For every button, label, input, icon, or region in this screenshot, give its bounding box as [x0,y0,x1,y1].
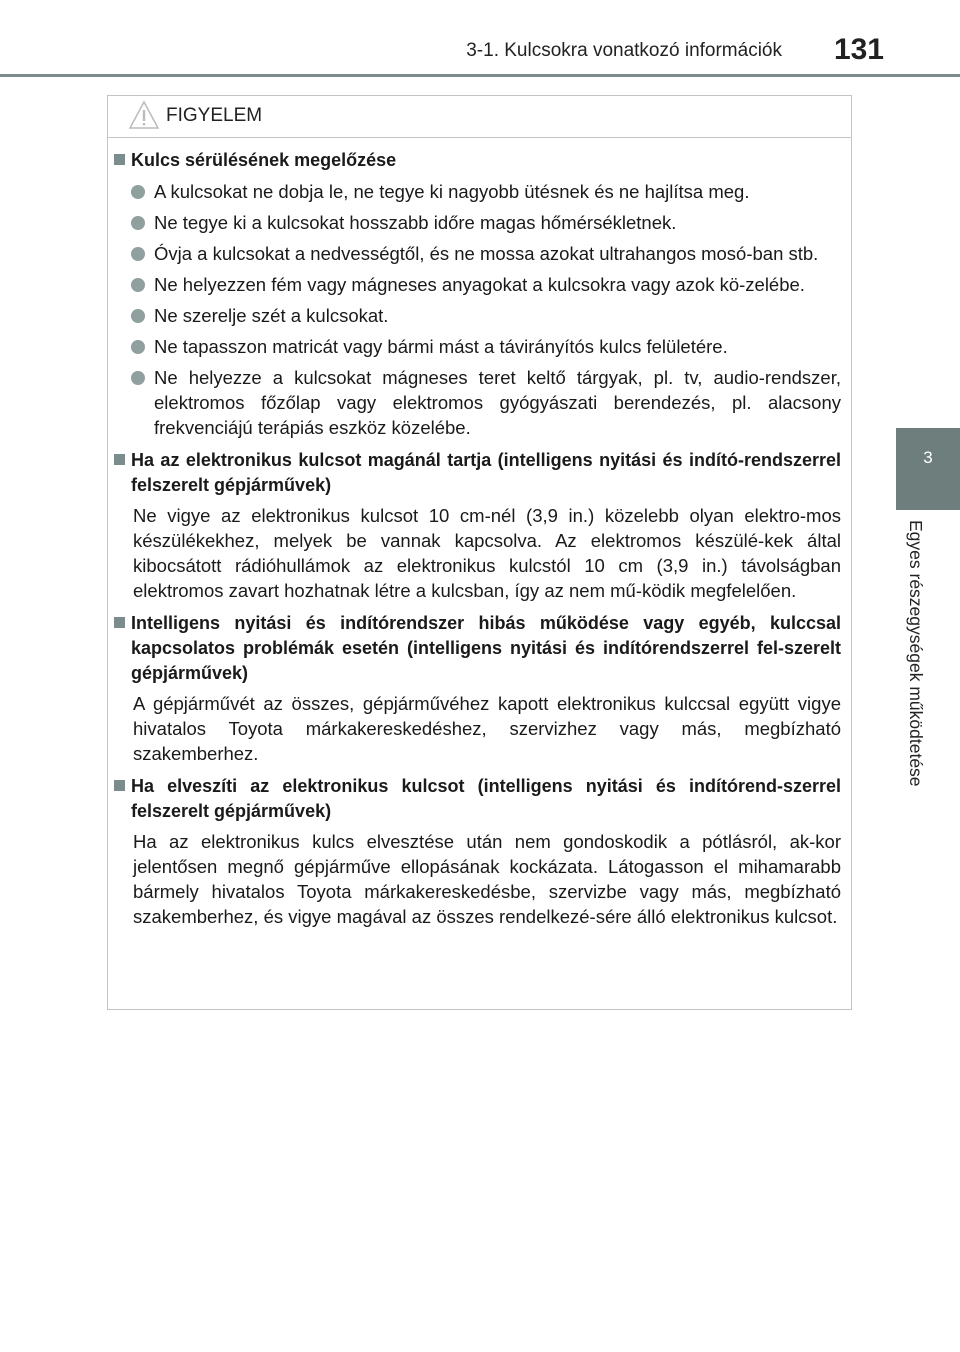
running-header-title: 3-1. Kulcsokra vonatkozó információk [466,40,782,61]
square-bullet-icon [114,454,125,465]
section-paragraph: Ne vigye az elektronikus kulcsot 10 cm-nél (3,9 in.) közelebb olyan elektro-mos készülékekhez, melyek be vannak kapcsolva. Az elektromos készülé-kek által kibocsátott rádióhullámok az elektronikus kulcstól 10 cm (3,9 in.) távolságban elektromos zavart hozhatnak létre a kulcsban, így az nem mű-ködik megfelelően. [133,505,841,601]
list-item: Ne szerelje szét a kulcsokat. [108,303,841,328]
list-item: Ne tapasszon matricát vagy bármi mást a távirányítós kulcs felületére. [108,334,841,359]
round-bullet-icon [131,247,145,261]
page-number: 131 [833,33,884,66]
round-bullet-icon [131,371,145,385]
warning-box [107,95,852,1010]
section-paragraph: Ha az elektronikus kulcs elvesztése után nem gondoskodik a pótlásról, ak-kor jelentősen megnő gépjárműve ellopásának kockázata. Látogasson el mihamarabb bármely hivatalos Toyota márkakereskedésbe, szervizbe vagy más, megbízható szakemberhez, és vigye magával az összes rendelkezé-sére álló elektronikus kulcsot. [133,831,841,927]
round-bullet-icon [131,340,145,354]
section-heading: Ha az elektronikus kulcsot magánál tartja (intelligens nyitási és indító-rendszerrel felszerelt gépjárművek) [108,448,841,498]
chapter-title-vertical: Egyes részegységek működtetése [906,520,926,787]
warning-header [108,96,851,138]
section-heading: Ha elveszíti az elektronikus kulcsot (intelligens nyitási és indítórend-szerrel felszerelt gépjárművek) [108,774,841,824]
list-item: Ne helyezze a kulcsokat mágneses teret keltő tárgyak, pl. tv, audio-rendszer, elektromos főzőlap vagy elektromos gyógyászati berendezés, pl. alacsony frekvenciájú terápiás eszköz közelébe. [108,365,841,440]
square-bullet-icon [114,154,125,165]
round-bullet-icon [131,185,145,199]
round-bullet-icon [131,278,145,292]
list-item: Ne helyezzen fém vagy mágneses anyagokat a kulcsokra vagy azok kö-zelébe. [108,272,841,297]
section-heading: Intelligens nyitási és indítórendszer hibás működése vagy egyéb, kulccsal kapcsolatos problémák esetén (intelligens nyitási és indítórendszerrel fel-szerelt gépjárművek) [108,611,841,686]
list-item: Óvja a kulcsokat a nedvességtől, és ne mossa azokat ultrahangos mosó-ban stb. [108,241,841,266]
round-bullet-icon [131,216,145,230]
section-paragraph: A gépjárművét az összes, gépjárművéhez kapott elektronikus kulccsal együtt vigye hivatalos Toyota márkakereskedéshez, szervizhez vagy más, megbízható szakemberhez. [133,693,841,764]
warning-label: FIGYELEM [166,105,263,126]
header-rule [0,74,960,77]
warning-triangle-icon [128,100,160,135]
list-item: A kulcsokat ne dobja le, ne tegye ki nagyobb ütésnek és ne hajlítsa meg. [108,179,841,204]
chapter-tab-number: 3 [923,448,933,467]
square-bullet-icon [114,780,125,791]
square-bullet-icon [114,617,125,628]
chapter-tab [896,428,960,510]
round-bullet-icon [131,309,145,323]
section-heading: Kulcs sérülésének megelőzése [108,148,841,173]
list-item: Ne tegye ki a kulcsokat hosszabb időre magas hőmérsékletnek. [108,210,841,235]
warning-content [108,148,841,929]
